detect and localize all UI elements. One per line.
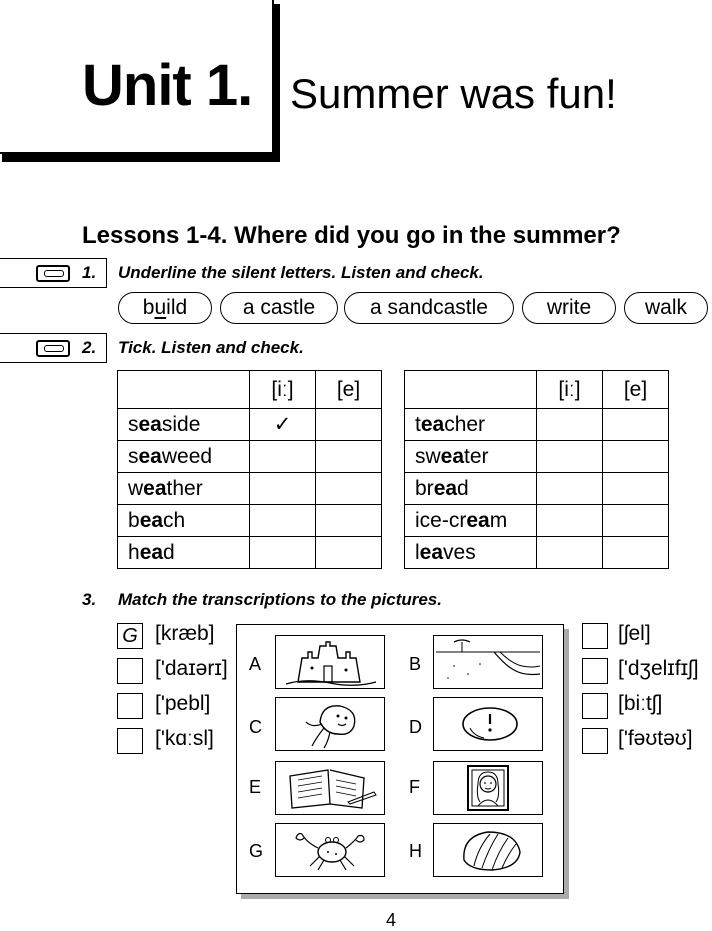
word-pill-write[interactable] <box>522 292 616 324</box>
picture-f[interactable] <box>433 761 543 815</box>
word-part: b <box>142 296 155 319</box>
tick-cell-ii[interactable] <box>250 537 316 569</box>
exercise-1-number: 1. <box>82 263 97 282</box>
photo-icon <box>434 762 542 814</box>
answer-box[interactable] <box>117 658 143 684</box>
table-header-blank <box>118 371 250 409</box>
sandcastle-icon <box>276 636 384 688</box>
picture-g[interactable] <box>275 823 385 877</box>
table-header-e: [e] <box>603 371 669 409</box>
word-part: ild <box>166 296 188 319</box>
word-cell: seaside <box>118 409 250 441</box>
tick-cell-ii[interactable] <box>250 441 316 473</box>
answer-box[interactable] <box>582 658 608 684</box>
tick-cell-e[interactable] <box>316 537 382 569</box>
transcription: [ʃel] <box>618 622 651 645</box>
answer-box[interactable] <box>117 693 143 719</box>
word-pill-walk[interactable] <box>624 292 708 324</box>
table-header-blank <box>405 371 537 409</box>
word-cell: beach <box>118 505 250 537</box>
crab-icon <box>276 824 384 876</box>
tick-cell-e[interactable] <box>316 505 382 537</box>
word-cell: teacher <box>405 409 537 441</box>
table-row <box>405 441 669 473</box>
pebble-icon <box>434 698 542 750</box>
answer-box[interactable] <box>582 728 608 754</box>
tick-cell-ii[interactable] <box>250 505 316 537</box>
jellyfish-icon <box>276 698 384 750</box>
tick-cell-ii[interactable] <box>537 505 603 537</box>
tick-cell-e[interactable] <box>316 409 382 441</box>
cassette-icon <box>36 340 70 357</box>
word-text: walk <box>644 296 687 319</box>
tick-cell-e[interactable] <box>316 441 382 473</box>
transcription: [kræb] <box>155 622 215 645</box>
picture-letter: F <box>409 777 420 797</box>
word-underlined-letter: u <box>154 296 167 319</box>
exercise-3-number: 3. <box>82 590 97 609</box>
tick-cell-e[interactable] <box>316 473 382 505</box>
tick-table-left <box>117 370 382 569</box>
word-cell: seaweed <box>118 441 250 473</box>
tick-cell-ii[interactable] <box>537 441 603 473</box>
unit-subtitle: Summer was fun! <box>290 70 617 117</box>
transcription: ['daɪərɪ] <box>155 657 228 680</box>
table-row <box>405 409 669 441</box>
table-row <box>118 505 382 537</box>
answer-box[interactable] <box>582 623 608 649</box>
table-row <box>118 537 382 569</box>
tick-cell-e[interactable] <box>603 409 669 441</box>
transcription: ['pebl] <box>155 692 211 715</box>
answer-box[interactable] <box>117 728 143 754</box>
picture-a[interactable] <box>275 635 385 689</box>
table-row <box>118 441 382 473</box>
answer-box[interactable] <box>582 693 608 719</box>
tick-cell-ii[interactable] <box>537 473 603 505</box>
tick-cell-ii[interactable]: ✓ <box>250 409 316 441</box>
picture-letter: B <box>409 654 422 674</box>
tick-cell-e[interactable] <box>603 473 669 505</box>
tick-cell-e[interactable] <box>603 537 669 569</box>
table-header-ii: [iː] <box>250 371 316 409</box>
exercise-2-number: 2. <box>82 338 97 357</box>
picture-letter: H <box>409 841 422 861</box>
word-text: write <box>546 296 592 319</box>
page-number: 4 <box>386 910 397 930</box>
picture-c[interactable] <box>275 697 385 751</box>
word-cell: head <box>118 537 250 569</box>
transcription: ['dʒelɪfɪʃ] <box>618 657 699 680</box>
picture-d[interactable] <box>433 697 543 751</box>
table-header-ii: [iː] <box>537 371 603 409</box>
word-cell: weather <box>118 473 250 505</box>
lesson-heading: Lessons 1-4. Where did you go in the summer? <box>82 222 621 249</box>
tick-cell-e[interactable] <box>603 441 669 473</box>
word-cell: leaves <box>405 537 537 569</box>
tick-cell-e[interactable] <box>603 505 669 537</box>
picture-e[interactable] <box>275 761 385 815</box>
transcription: [biːtʃ] <box>618 692 663 715</box>
table-row <box>405 505 669 537</box>
exercise-2-instruction: Tick. Listen and check. <box>118 338 304 357</box>
picture-h[interactable] <box>433 823 543 877</box>
word-cell: sweater <box>405 441 537 473</box>
word-cell: ice-cream <box>405 505 537 537</box>
picture-letter: C <box>249 717 262 737</box>
picture-letter: A <box>249 654 262 674</box>
cassette-icon <box>36 265 70 282</box>
exercise-1-instruction: Underline the silent letters. Listen and check. <box>118 263 484 282</box>
table-row <box>405 473 669 505</box>
word-text: a sandcastle <box>370 296 488 319</box>
picture-letter: G <box>249 841 264 861</box>
word-pill-build[interactable] <box>118 292 212 324</box>
tick-cell-ii[interactable] <box>537 537 603 569</box>
unit-title: Unit 1. <box>82 53 253 118</box>
picture-b[interactable] <box>433 635 543 689</box>
beach-icon <box>434 636 542 688</box>
table-row <box>118 409 382 441</box>
picture-panel <box>236 624 564 894</box>
tick-table-right <box>404 370 669 569</box>
exercise-3-instruction: Match the transcriptions to the pictures. <box>118 590 442 609</box>
word-cell: bread <box>405 473 537 505</box>
table-row <box>118 473 382 505</box>
transcription: ['kɑːsl] <box>155 727 214 750</box>
table-row <box>405 537 669 569</box>
word-pill-sandcastle[interactable] <box>344 292 514 324</box>
tick-cell-ii[interactable] <box>537 409 603 441</box>
tick-cell-ii[interactable] <box>250 473 316 505</box>
diary-icon <box>276 762 384 814</box>
answer-box[interactable]: G <box>117 623 143 649</box>
word-pill-castle[interactable] <box>220 292 338 324</box>
picture-letter: D <box>409 717 422 737</box>
transcription: ['fəʊtəʊ] <box>618 727 693 750</box>
shell-icon <box>434 824 542 876</box>
word-text: a castle <box>242 296 316 319</box>
picture-letter: E <box>249 777 262 797</box>
table-header-e: [e] <box>316 371 382 409</box>
